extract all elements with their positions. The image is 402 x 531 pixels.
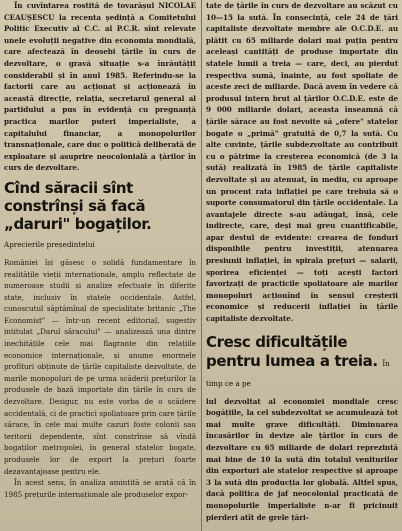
body-paragraph-economist: României își găsesc o solidă fundamentare în realitățile vieții internaționale, amplu reflectate de numeroase studii și analize efectuate în diferite state, inclusiv în statele occidentale. Astfel, cunoscutul săptămînal de specialitate britanic „The Economist" — într-un recent editorial, sugestiv intitulat „Darul săracului" — analizează una dintre inechitățile cele mai flagrante din relațiile economice internaționale, și anume enormele profituri obținute de țările capitaliste dezvoltate, de marile monopoluri de pe urma scăderii prețurilor la produsele de bază importate din țările în curs de dezvoltare. Desigur, nu este vorba de o scădere accidentală, ci de practici spoliatoare prin care țările sărace, în cele mai multe cazuri foste colonii sau teritorii dependente, sînt constrînse să vîndă bogaților metropolei, în general statelor bogate, produsele lor de export la prețuri foarte dezavantajoase pentru ele. bbox=[4, 257, 196, 476]
right-column bbox=[206, 0, 398, 531]
headline-intro-text: Aprecierile președintelui bbox=[4, 239, 95, 249]
headline-cresc-dificultatile bbox=[206, 333, 398, 393]
headline-cind-saracii bbox=[4, 179, 196, 254]
headline-intro-text: În timp ce a pe bbox=[206, 358, 390, 388]
column-divider bbox=[201, 0, 202, 531]
lead-paragraph: În cuvîntarea rostită de tovarășul NICOLAE CEAUȘESCU la recenta ședință a Comitetului Politic Executiv al C.C. al P.C.R. sînt relevate unele evoluții negative din economia mondială, care afectează în deosebi țările în curs de dezvoltare, o gravă situație s-a înrăutățit considerabil și în anul 1985. Referindu-se la factorii care au acționat și acționează în această direcție, relația, secretarul general al partidului a pus în evidență cu pregnanță practica marilor puteri imperialiste, a capitalului financiar, a monopolurilor transnaționale, care duc o politică deliberată de exploatare și asuprire neocolonială a țărilor în curs de dezvoltare. bbox=[4, 1, 196, 173]
body-paragraph-prices: În acest sens, în analiza amintită se arată că în 1985 prețurile internaționale ale produselor expor- bbox=[4, 478, 196, 499]
headline-text: Cresc dificultățile pentru lumea a treia. bbox=[206, 332, 378, 370]
left-column bbox=[4, 0, 196, 531]
body-paragraph-oecd: tate de țările în curs de dezvoltare au scăzut cu 10—15 la sută. În consecință, cele 24 de țări capitaliste dezvoltate membre ale O.C.D.E. au plătit cu 65 miliarde dolari mai puțin pentru aceleași cantități de produse importate din statele lumii a treia — care, deci, au pierdut respectiva sumă, înainte, au fost spoliate de aceste zeci de miliarde. Dacă avem în vedere că produsul intern brut al țărilor O.C.D.E. este de 9 000 miliarde dolari, aceasta înseamnă că țările sărace au fost nevoite să „ofere" statelor bogate o „primă" gratuită de 0,7 la sută. Cu alte cuvinte, țările subdezvoltate au contribuit cu o pătrime la creșterea economică (de 3 la sută) realizată în 1985 de țările capitaliste dezvoltate și au atenuat, în mediu, cu aproape un procent rata inflației pe care trebuia să o suporte consumatorul din țările occidentale. La avantajele directe s-au adăugat, însă, cele indirecte, care, deși mai greu cuantificabile, apar destul de evidente: crearea de fonduri disponibile pentru investiții, atenuarea presiunii inflației, în spirala prețuri — salarii, sporirea eficienței — toți acești factori favorizați de practicile spoliatoare ale marilor monopoluri acționînd în sensul creșterii economice și reducerii inflației în țările capitaliste dezvoltate. bbox=[206, 1, 398, 324]
body-paragraph-third-world: lul dezvoltat al economiei mondiale cresc bogățiile, la cel subdezvoltat se acumulează tot mai multe grave dificultăți. Diminuarea încasărilor în devize ale țărilor în curs de dezvoltare cu 65 miliarde de dolari reprezintă mai bine de 10 la sută din totalul veniturilor din exporturi ale statelor respective și aproape 3 la sută din producția lor globală. Altfel spus, dacă politica de jaf neocolonial practicată de monopolurile imperialiste n-ar fi pricinuit pierderi atît de grele țări- bbox=[206, 396, 398, 522]
headline-text: Cînd săracii sînt constrînși să facă „daruri" bogaților. bbox=[4, 178, 152, 233]
